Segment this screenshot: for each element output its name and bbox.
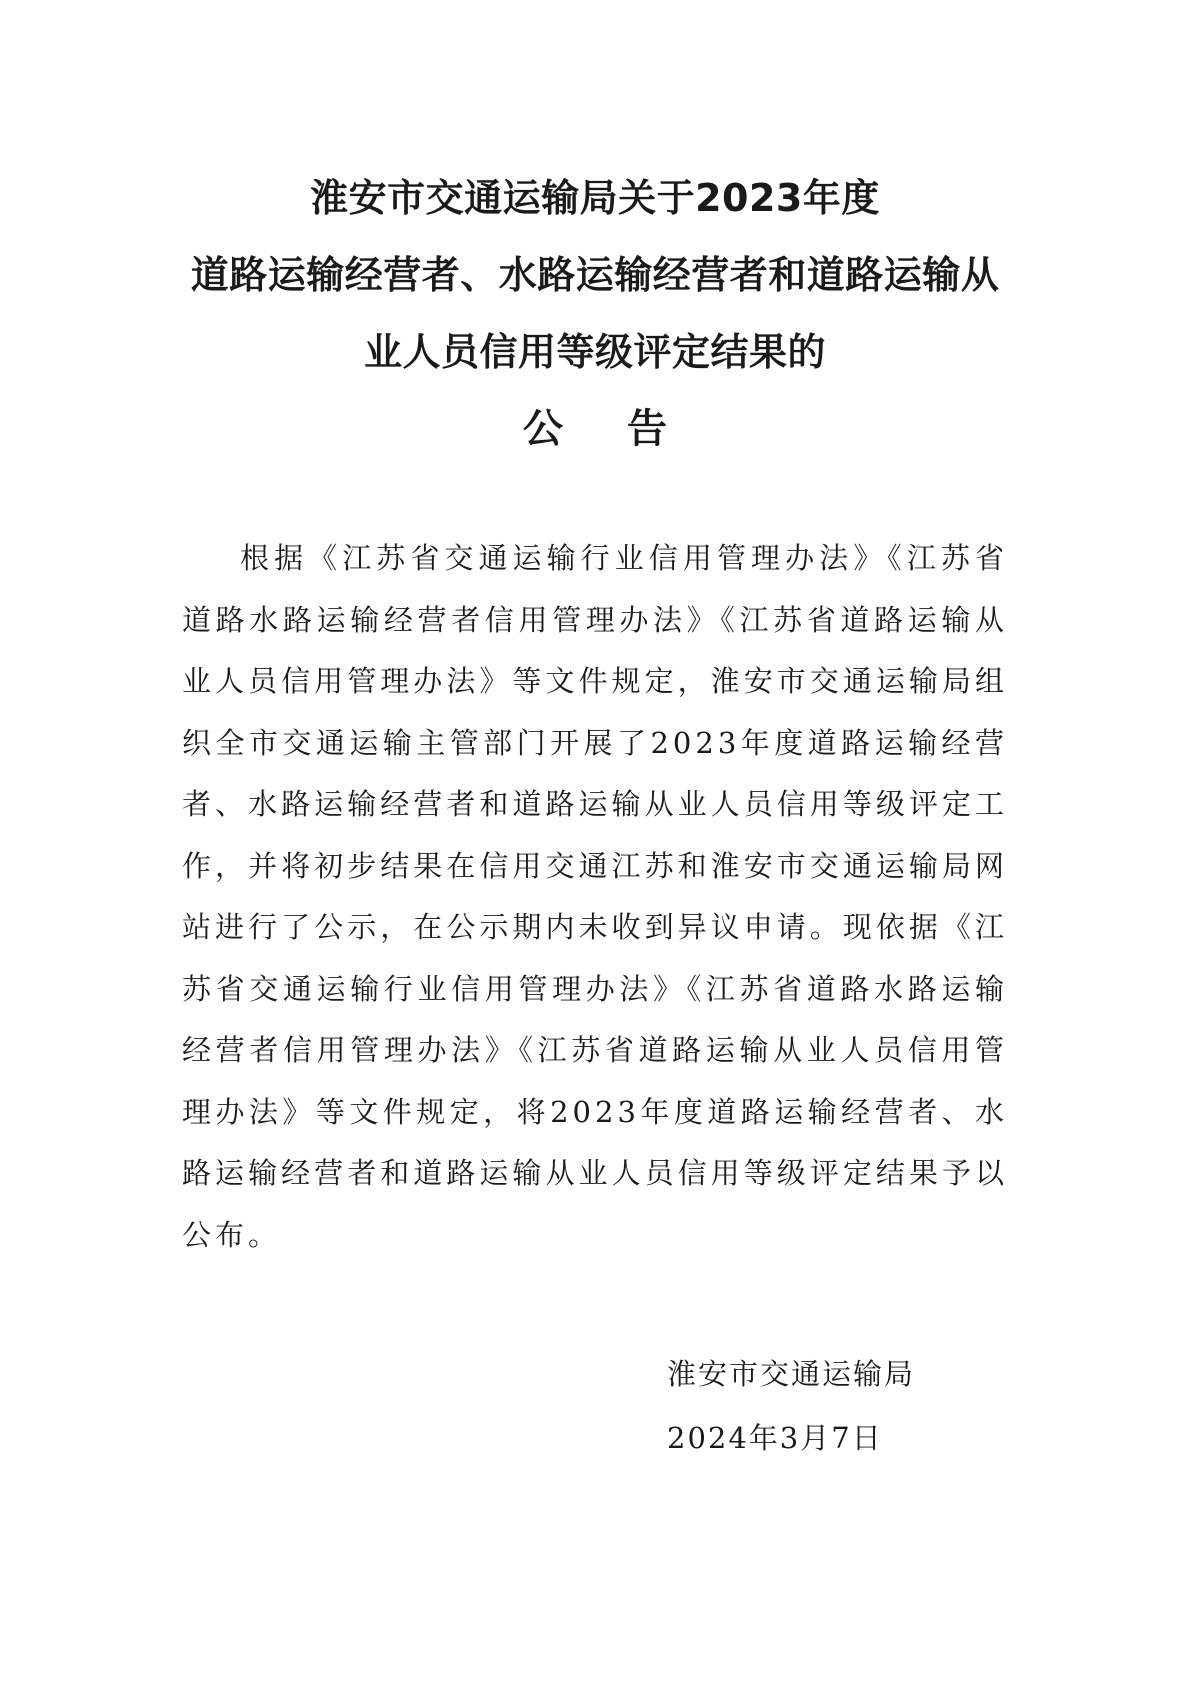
signature-block (667, 1342, 915, 1470)
title-line-3: 业人员信用等级评定结果的 (363, 330, 826, 374)
document-title (160, 160, 1030, 468)
announcement-heading: 公告 (523, 406, 731, 452)
title-line-1: 淮安市交通运输局关于2023年度 (310, 176, 880, 220)
issuer-name: 淮安市交通运输局 (667, 1357, 916, 1391)
body-paragraph: 根据《江苏省交通运输行业信用管理办法》《江苏省道路水路运输经营者信用管理办法》《江苏省道路运输从业人员信用管理办法》等文件规定，淮安市交通运输局组织全市交通运输主管部门开展了2023年度道路运输经营者、水路运输经营者和道路运输从业人员信用等级评定工作，并将初步结果在信用交通江苏和淮安市交通运输局网站进行了公示，在公示期内未收到异议申请。现依据《江苏省交通运输行业信用管理办法》《江苏省道路水路运输经营者信用管理办法》《江苏省道路运输从业人员信用管理办法》等文件规定，将2023年度道路运输经营者、水路运输经营者和道路运输从业人员信用等级评定结果予以公布。 (182, 541, 1008, 1252)
issue-date: 2024年3月7日 (667, 1421, 883, 1455)
title-line-2: 道路运输经营者、水路运输经营者和道路运输从 (190, 253, 1000, 297)
